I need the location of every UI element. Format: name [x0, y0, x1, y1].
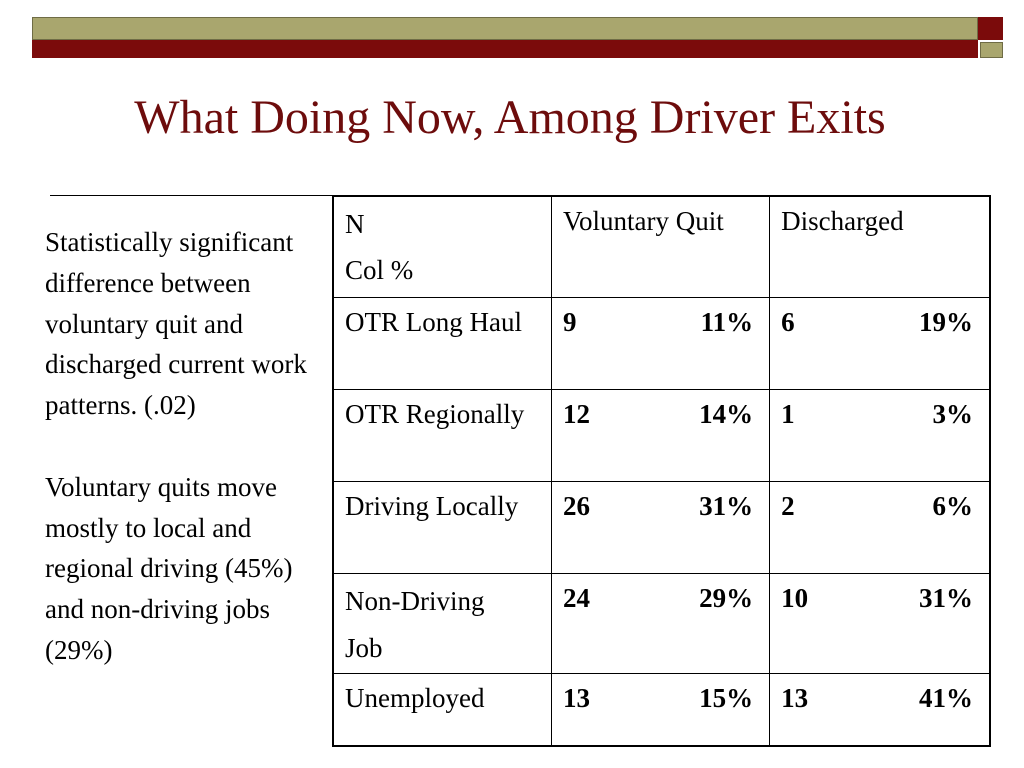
- table-header-row: [333, 196, 990, 297]
- header-colpct-label: Col %: [345, 255, 414, 285]
- row-label-line2: Job: [345, 632, 383, 663]
- header-maroon-bar: [32, 40, 978, 58]
- discharged-cell: [770, 481, 990, 573]
- row-label-line1: Non-Driving: [345, 585, 485, 616]
- voluntary-quit-cell: [551, 573, 769, 673]
- d-count: 6: [781, 306, 795, 337]
- discharged-cell: [770, 389, 990, 481]
- vq-count: 13: [562, 682, 590, 713]
- vq-count: 9: [562, 306, 577, 337]
- row-label: [333, 573, 551, 673]
- d-count: 10: [781, 582, 809, 613]
- summary-note: Voluntary quits move mostly to local and regional driving (45%) and non-driving jobs (29%): [45, 471, 293, 665]
- d-percent: 6%: [932, 490, 973, 521]
- voluntary-quit-cell: [551, 481, 769, 573]
- header-cell-discharged: Discharged: [770, 196, 990, 297]
- voluntary-quit-cell: [551, 673, 769, 746]
- table-row: [333, 297, 990, 389]
- d-count: 13: [781, 682, 809, 713]
- header-olive-bar: [32, 17, 978, 40]
- header-olive-square: [980, 42, 1003, 58]
- vq-percent: 31%: [699, 490, 754, 521]
- slide-title: What Doing Now, Among Driver Exits: [134, 91, 886, 144]
- vq-count: 24: [562, 582, 590, 613]
- voluntary-quit-cell: [551, 389, 769, 481]
- discharged-cell: [770, 673, 990, 746]
- sidebar-text: [45, 222, 335, 671]
- table-row: [333, 389, 990, 481]
- vq-percent: 14%: [699, 398, 754, 429]
- row-label: Unemployed: [333, 673, 551, 746]
- d-percent: 3%: [932, 398, 973, 429]
- d-percent: 41%: [919, 682, 973, 713]
- header-maroon-square: [978, 17, 1003, 40]
- d-count: 1: [781, 398, 795, 429]
- header-cell-n: [333, 196, 551, 297]
- row-label: OTR Regionally: [333, 389, 551, 481]
- vq-count: 12: [562, 398, 590, 429]
- vq-count: 26: [562, 490, 590, 521]
- row-label: OTR Long Haul: [333, 297, 551, 389]
- divider-line: [50, 195, 332, 196]
- results-table: [332, 195, 991, 747]
- voluntary-quit-cell: [551, 297, 769, 389]
- vq-percent: 11%: [700, 306, 754, 337]
- d-percent: 19%: [919, 306, 973, 337]
- d-percent: 31%: [919, 582, 973, 613]
- table-row: [333, 481, 990, 573]
- row-label: Driving Locally: [333, 481, 551, 573]
- discharged-cell: [770, 297, 990, 389]
- vq-percent: 29%: [699, 582, 754, 613]
- table-row: [333, 573, 990, 673]
- discharged-cell: [770, 573, 990, 673]
- d-count: 2: [781, 490, 795, 521]
- significance-note: Statistically significant difference between voluntary quit and discharged current work patterns. (.02): [45, 227, 307, 421]
- table-row: [333, 673, 990, 746]
- vq-percent: 15%: [699, 682, 754, 713]
- header-n-label: N: [345, 209, 365, 239]
- header-cell-voluntary-quit: Voluntary Quit: [551, 196, 769, 297]
